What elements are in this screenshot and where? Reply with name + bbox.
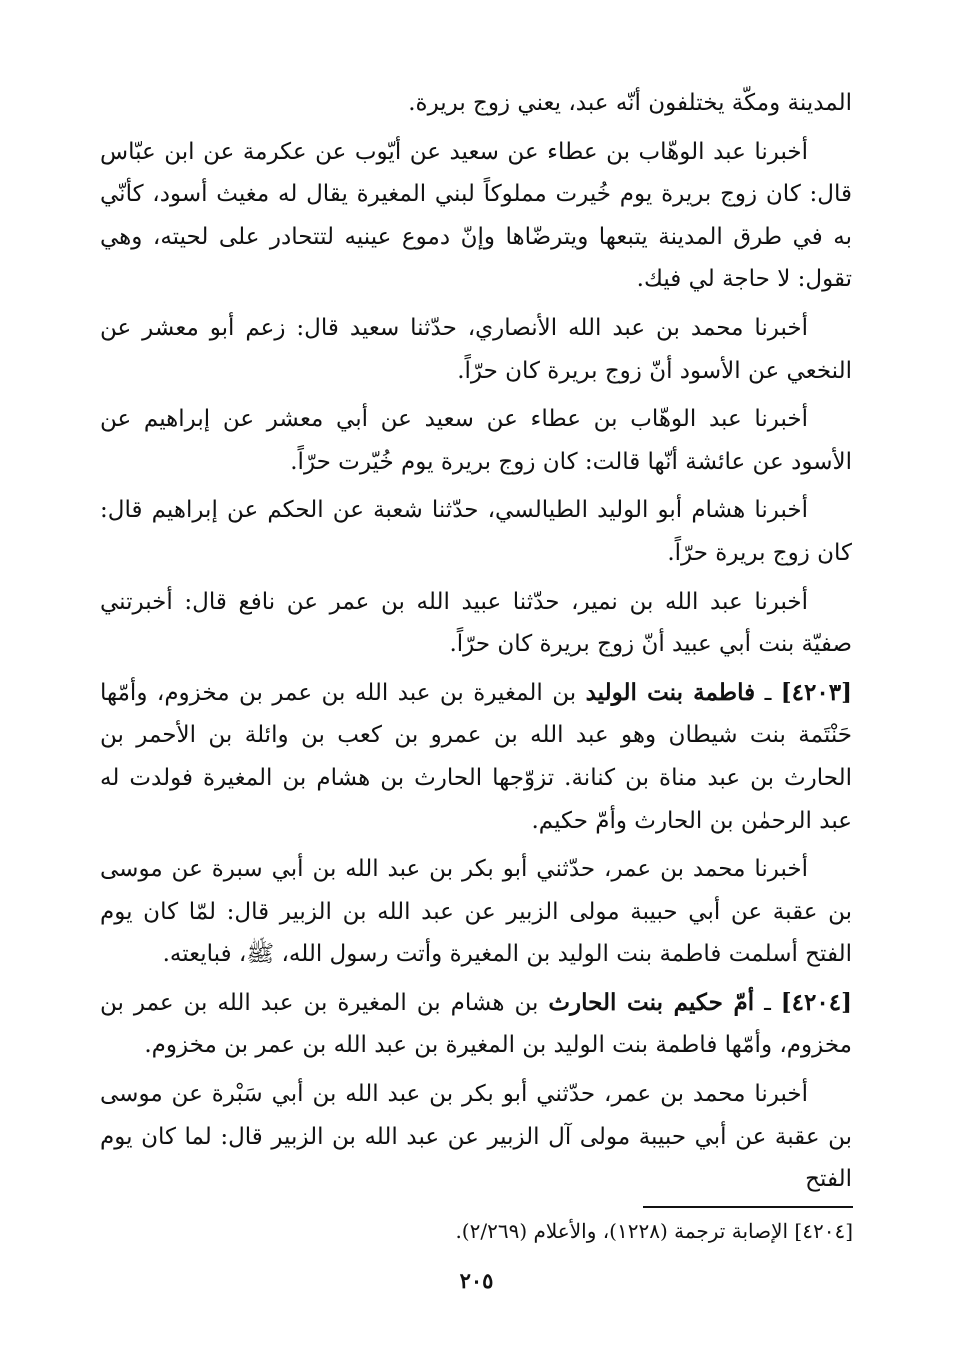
entry-4203-number: [٤٢٠٣] [780,678,852,706]
paragraph-4203-narration: أخبرنا محمد بن عمر، حدّثني أبو بكر بن عبد الله بن أبي سبرة عن موسى بن عقبة عن أبي حبيبة مولى الزبير عن عبد الله بن الزبير قال: لمّا كان يوم الفتح أسلمت فاطمة بنت الوليد بن المغيرة وأتت رسول الله، ﷺ، فبايعته. [100,856,852,968]
paragraph-1: المدينة ومكّة يختلفون أنّه عبد، يعني زوج بريرة. [408,90,852,116]
paragraph-2: أخبرنا عبد الوهّاب بن عطاء عن سعيد عن أيّوب عن عكرمة عن ابن عبّاس قال: كان زوج بريرة يوم خُيرت مملوكاً لبني المغيرة يقال له مغيث أسود، كأنّي به في طرق المدينة يتبعها ويترضّاها وإنّ دموع عينيه لتتحادر على لحيته، وهي تقول: لا حاجة لي فيك. [100,138,852,293]
entry-4204 [100,982,852,1067]
paragraph-3: أخبرنا محمد بن عبد الله الأنصاري، حدّثنا سعيد قال: زعم أبو معشر عن النخعي عن الأسود أنّ زوج بريرة كان حرّاً. [100,314,852,384]
entry-4203-dash: ـ [755,679,781,706]
page-body [100,82,852,1207]
paragraph-5: أخبرنا هشام أبو الوليد الطيالسي، حدّثنا شعبة عن الحكم عن إبراهيم قال: كان زوج بريرة حرّاً. [100,497,852,566]
page-number: ٢٠٥ [459,1268,494,1293]
footnote-divider [643,1206,853,1208]
entry-4204-name: أمّ حكيم بنت الحارث [548,988,755,1016]
footnote: [٤٢٠٤] الإصابة ترجمة (١٢٢٨)، والأعلام (٢/٢٦٩). [455,1219,853,1243]
entry-4204-text: بن هشام بن المغيرة بن عبد الله بن عمر بن مخزوم، وأمّها فاطمة بنت الوليد بن المغيرة بن عبد الله بن عمر بن مخزوم. [100,989,852,1059]
entry-4203-text: بن المغيرة بن عبد الله بن عمر بن مخزوم، وأمّها حَنْتَمة بنت شيطان وهو عبد الله بن عمرو بن كعب بن وائلة بن الأحمر بن الحارث بن عبد مناة بن كنانة. تزوّجها الحارث بن هشام بن المغيرة فولدت له عبد الرحمٰن بن الحارث وأمّ حكيم. [100,679,852,834]
paragraph-4: أخبرنا عبد الوهّاب بن عطاء عن سعيد عن أبي معشر عن إبراهيم عن الأسود عن عائشة أنّها قالت: كان زوج بريرة يوم خُيّرت حرّاً. [100,406,852,475]
entry-4204-dash: ـ [754,989,781,1016]
entry-4204-number: [٤٢٠٤] [780,988,852,1016]
paragraph-4204-narration: أخبرنا محمد بن عمر، حدّثني أبو بكر بن عبد الله بن أبي سَبْرة عن موسى بن عقبة عن أبي حبيبة مولى آل الزبير عن عبد الله بن الزبير قال: لما كان يوم الفتح [100,1081,852,1193]
entry-4203-name: فاطمة بنت الوليد [585,678,756,706]
entry-4203 [100,672,852,842]
paragraph-6: أخبرنا عبد الله بن نمير، حدّثنا عبيد الله بن عمر عن نافع قال: أخبرتني صفيّة بنت أبي عبيد أنّ زوج بريرة كان حرّاً. [100,588,852,658]
